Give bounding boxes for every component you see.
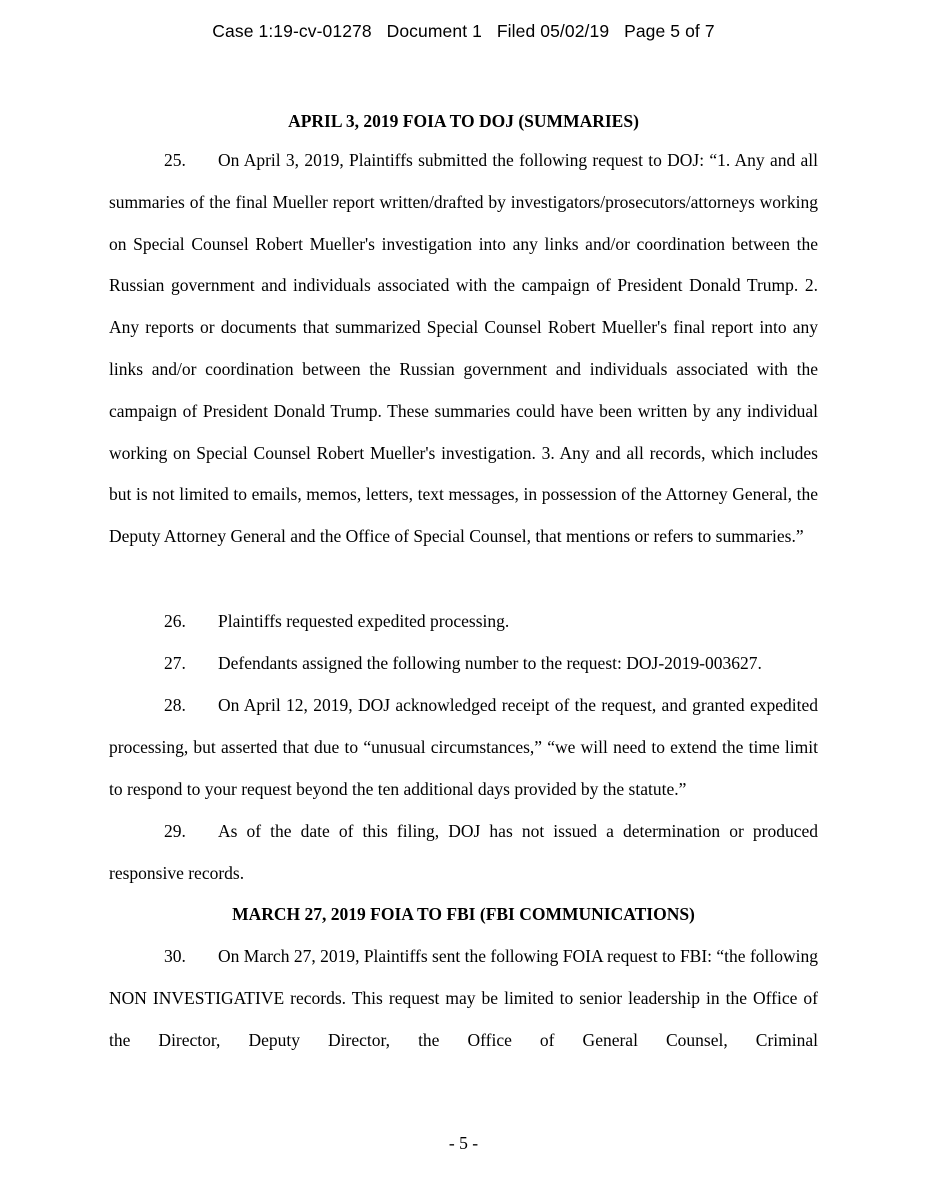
paragraph-text: Defendants assigned the following number to the request: DOJ-2019-003627. — [218, 653, 762, 673]
paragraph-26 — [109, 601, 818, 643]
section-heading-fbi-communications: MARCH 27, 2019 FOIA TO FBI (FBI COMMUNICATIONS) — [232, 904, 695, 924]
paragraph-text: Plaintiffs requested expedited processing. — [218, 611, 510, 631]
section-heading-doj-summaries: APRIL 3, 2019 FOIA TO DOJ (SUMMARIES) — [288, 111, 639, 131]
paragraph-30 — [109, 936, 818, 1061]
paragraph-number: 25. — [164, 150, 186, 170]
paragraph-29 — [109, 811, 818, 895]
paragraph-text: On April 12, 2019, DOJ acknowledged receipt of the request, and granted expedited processing, but asserted that due to “unusual circumstances,” “we will need to extend the time limit to respond to your request beyond the ten additional days provided by the statute.” — [109, 695, 818, 799]
paragraph-25 — [109, 140, 818, 558]
case-number: Case 1:19-cv-01278 — [212, 21, 372, 41]
paragraph-number: 28. — [164, 695, 186, 715]
case-header — [0, 19, 927, 43]
paragraph-text: On April 3, 2019, Plaintiffs submitted the following request to DOJ: “1. Any and all summaries of the final Mueller report written/drafted by investigators/prosecutors/attorneys working on Special Counsel Robert Mueller's investigation into any links and/or coordination between the Russian government and individuals associated with the campaign of President Donald Trump. 2. Any reports or documents that summarized Special Counsel Robert Mueller's final report into any links and/or coordination between the Russian government and individuals associated with the campaign of President Donald Trump. These summaries could have been written by any individual working on Special Counsel Robert Mueller's investigation. 3. Any and all records, which includes but is not limited to emails, memos, letters, text messages, in possession of the Attorney General, the Deputy Attorney General and the Office of Special Counsel, that mentions or refers to summaries.” — [109, 150, 818, 547]
paragraph-number: 27. — [164, 653, 186, 673]
paragraph-text: As of the date of this filing, DOJ has not issued a determination or produced responsive records. — [109, 821, 818, 883]
paragraph-text: On March 27, 2019, Plaintiffs sent the following FOIA request to FBI: “the following NON INVESTIGATIVE records. This request may be limited to senior leadership in the Office of the Director, Deputy Director, the Office of General Counsel, Criminal — [109, 946, 818, 1050]
paragraph-27 — [109, 643, 818, 685]
paragraph-number: 26. — [164, 611, 186, 631]
paragraph-28 — [109, 685, 818, 810]
page-number: - 5 - — [448, 1133, 479, 1153]
paragraph-number: 29. — [164, 821, 186, 841]
document-number: Document 1 — [386, 21, 482, 41]
page-of-total: Page 5 of 7 — [624, 21, 715, 41]
filed-date: Filed 05/02/19 — [496, 21, 610, 41]
paragraph-number: 30. — [164, 946, 186, 966]
